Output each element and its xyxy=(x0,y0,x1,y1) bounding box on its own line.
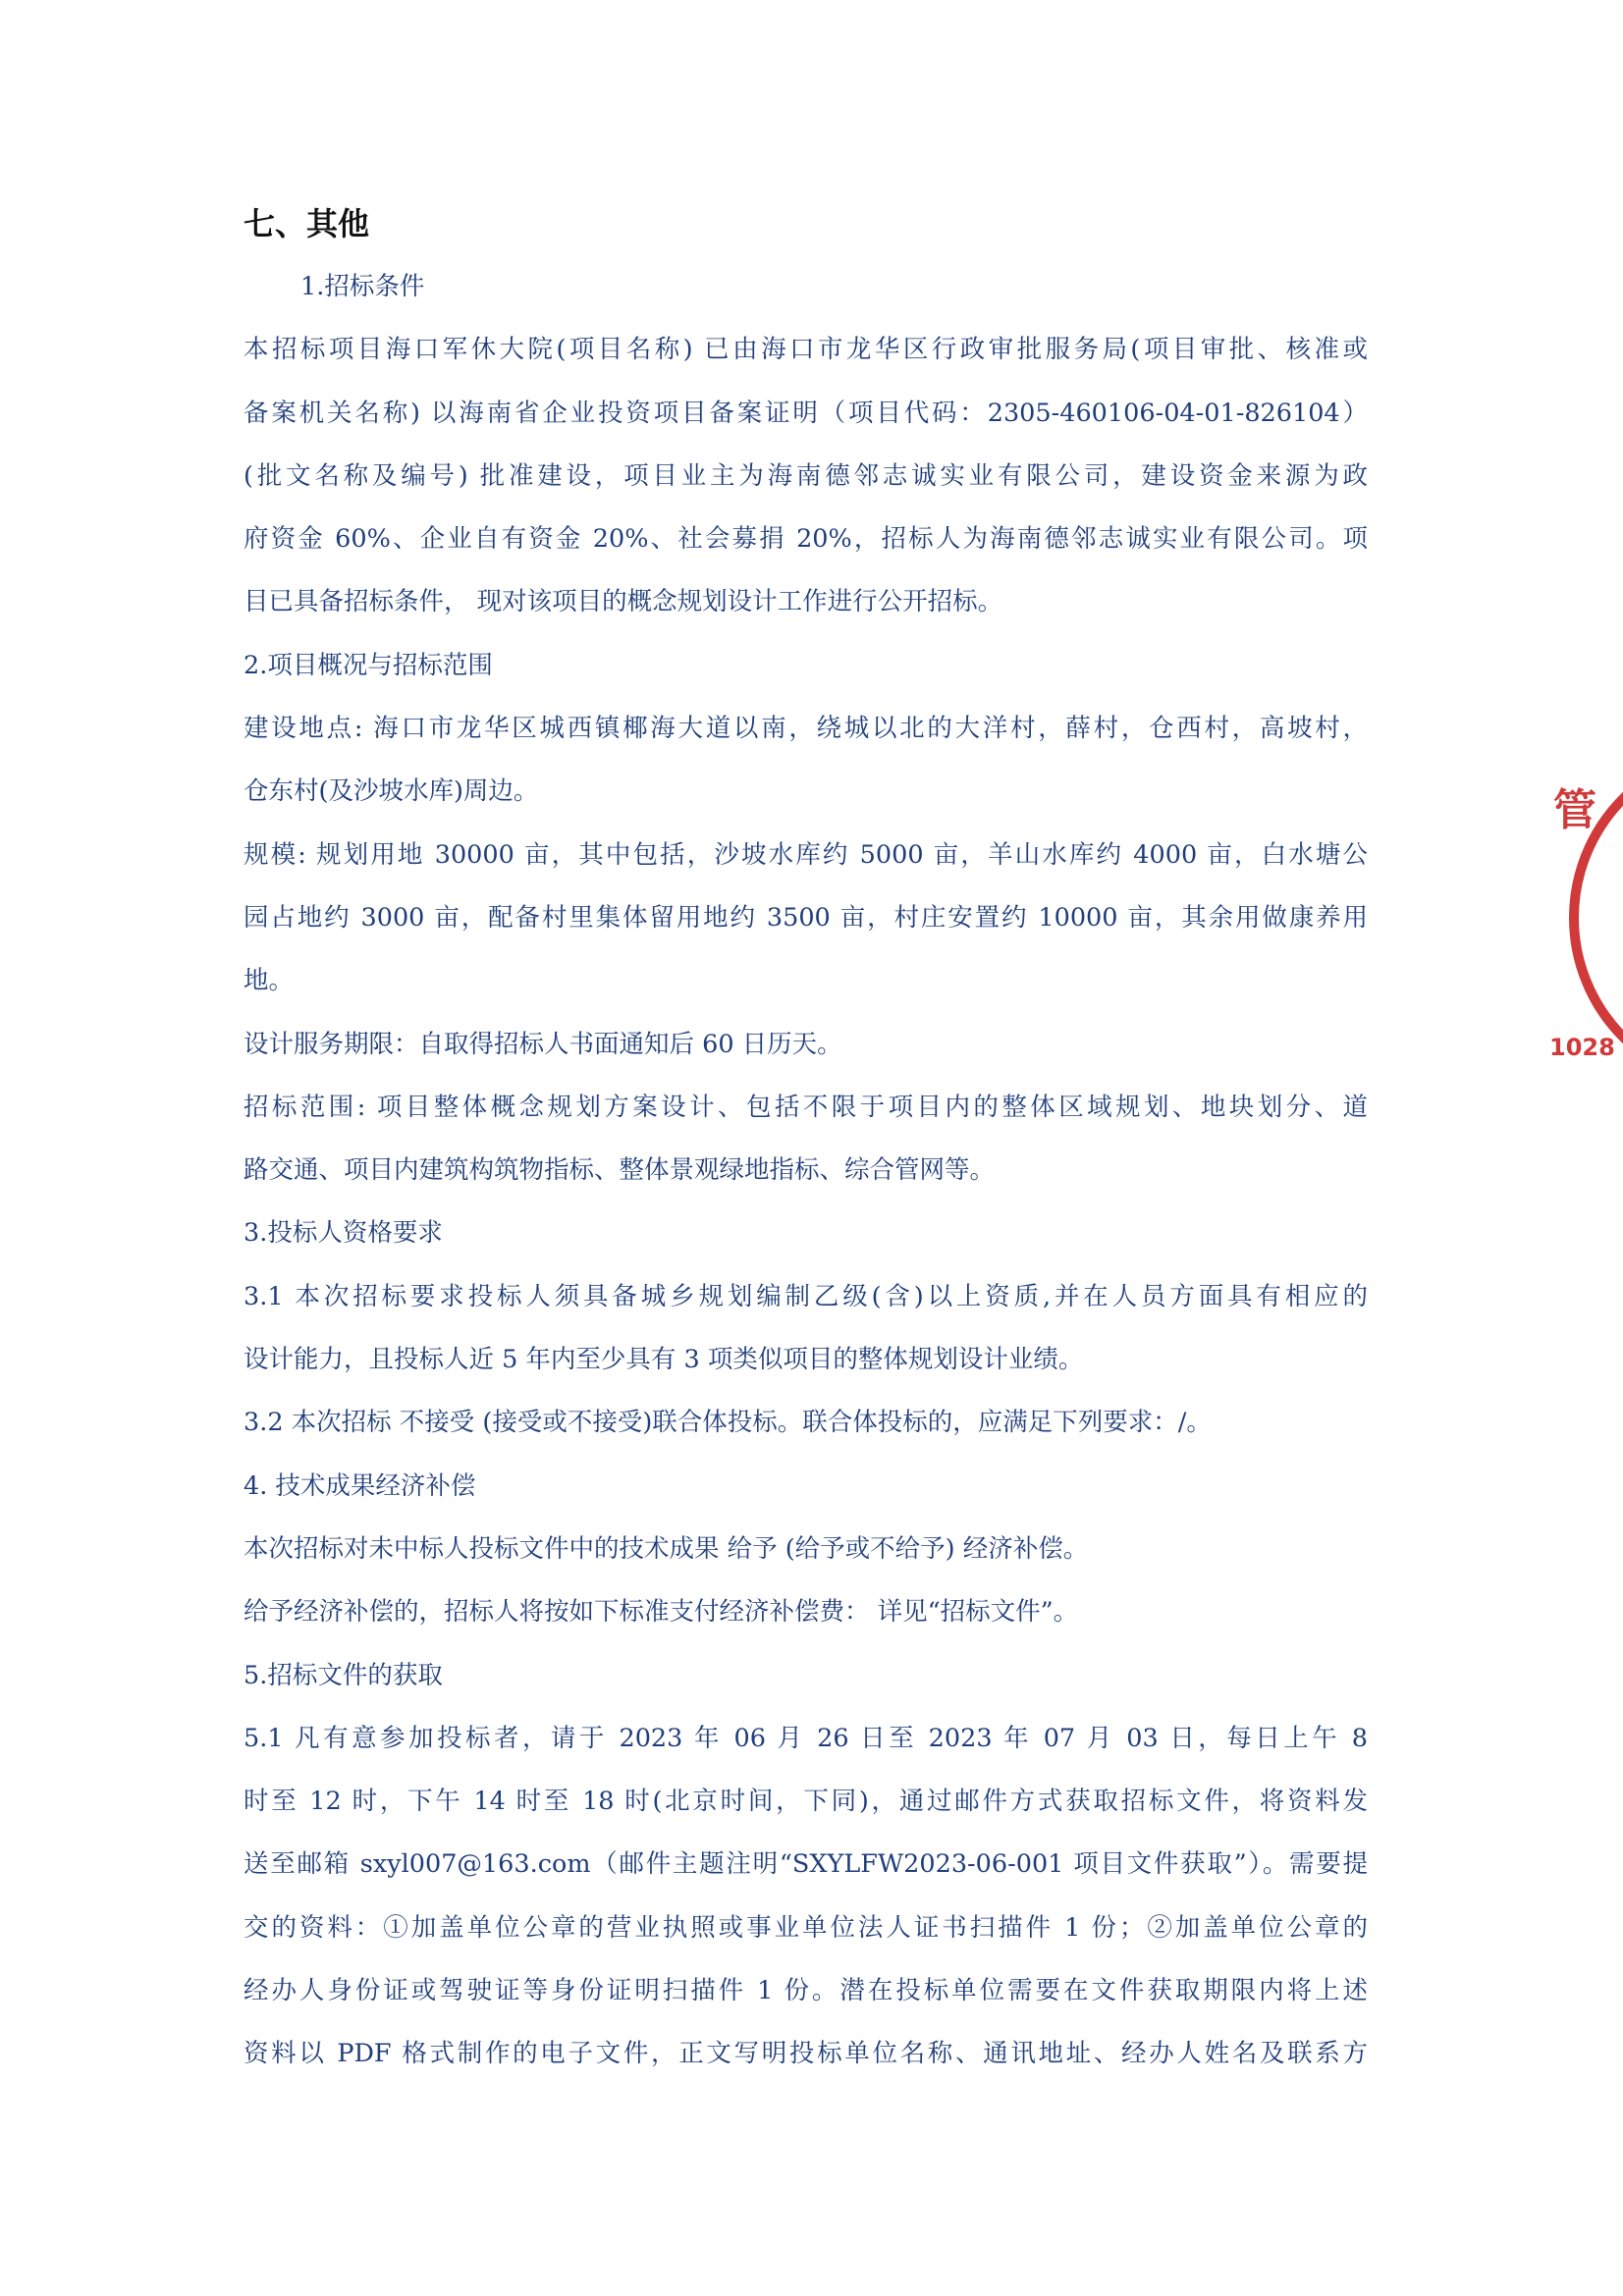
paragraph-line: 设计服务期限：自取得招标人书面通知后 60 日历天。 xyxy=(243,1029,842,1059)
subheading-compensation: 4. 技术成果经济补偿 xyxy=(243,1470,476,1501)
paragraph-line: 3.1 本次招标要求投标人须具备城乡规划编制乙级(含)以上资质,并在人员方面具有相应的 xyxy=(243,1281,1368,1311)
paragraph-line: 资料以 PDF 格式制作的电子文件，正文写明投标单位名称、通讯地址、经办人姓名及联系方 xyxy=(243,2039,1368,2069)
paragraph-line: 3.2 本次招标 不接受 (接受或不接受)联合体投标。联合体投标的，应满足下列要求：/。 xyxy=(243,1408,1212,1438)
subheading-bidder-qualification: 3.投标人资格要求 xyxy=(243,1218,443,1249)
subheading-project-overview: 2.项目概况与招标范围 xyxy=(243,650,493,680)
paragraph-line: 园占地约 3000 亩，配备村里集体留用地约 3500 亩，村庄安置约 10000 亩，其余用做康养用 xyxy=(243,902,1368,933)
paragraph-line: 送至邮箱 sxyl007@163.com（邮件主题注明“SXYLFW2023-06-001 项目文件获取”）。需要提 xyxy=(243,1849,1368,1880)
paragraph-line: 仓东村(及沙坡水库)周边。 xyxy=(243,776,539,807)
seal-text-number: 1028 xyxy=(1549,1034,1615,1061)
paragraph-line: 设计能力，且投标人近 5 年内至少具有 3 项类似项目的整体规划设计业绩。 xyxy=(243,1345,1084,1375)
paragraph-line: 时至 12 时，下午 14 时至 18 时(北京时间，下同)，通过邮件方式获取招标文件，将资料发 xyxy=(243,1787,1368,1817)
seal-text-top: 管 xyxy=(1553,785,1596,835)
paragraph-line: 府资金 60%、企业自有资金 20%、社会募捐 20%，招标人为海南德邻志诚实业有限公司。项 xyxy=(243,524,1368,555)
paragraph-line: 经办人身份证或驾驶证等身份证明扫描件 1 份。潜在投标单位需要在文件获取期限内将上述 xyxy=(243,1976,1368,2006)
paragraph-line: 备案机关名称) 以海南省企业投资项目备案证明（项目代码：2305-460106-04-01-826104） xyxy=(243,398,1368,428)
paragraph-line: 建设地点: 海口市龙华区城西镇椰海大道以南，绕城以北的大洋村，薛村，仓西村，高坡村， xyxy=(243,714,1368,744)
paragraph-line: 路交通、项目内建筑构筑物指标、整体景观绿地指标、综合管网等。 xyxy=(243,1155,996,1186)
document-body xyxy=(243,255,1368,2086)
paragraph-line: 招标范围: 项目整体概念规划方案设计、包括不限于项目内的整体区域规划、地块划分、道 xyxy=(243,1092,1368,1122)
subheading-tender-conditions: 1.招标条件 xyxy=(300,272,425,301)
paragraph-line: (批文名称及编号) 批准建设，项目业主为海南德邻志诚实业有限公司，建设资金来源为政 xyxy=(243,460,1368,491)
paragraph-line: 规模: 规划用地 30000 亩，其中包括，沙坡水库约 5000 亩，羊山水库约 4000 亩，白水塘公 xyxy=(243,839,1368,870)
seal-stamp xyxy=(1532,731,1623,1095)
subheading-obtaining-documents: 5.招标文件的获取 xyxy=(243,1660,443,1690)
paragraph-line: 交的资料：①加盖单位公章的营业执照或事业单位法人证书扫描件 1 份；②加盖单位公章的 xyxy=(243,1912,1368,1943)
paragraph-line: 目已具备招标条件， 现对该项目的概念规划设计工作进行公开招标。 xyxy=(243,587,1003,617)
paragraph-line: 本招标项目海口军休大院(项目名称) 已由海口市龙华区行政审批服务局(项目审批、核准或 xyxy=(243,335,1368,365)
paragraph-line: 本次招标对未中标人投标文件中的技术成果 给予 (给予或不给予) 经济补偿。 xyxy=(243,1533,1089,1564)
paragraph-line: 5.1 凡有意参加投标者，请于 2023 年 06 月 26 日至 2023 年 07 月 03 日，每日上午 8 xyxy=(243,1723,1368,1753)
section-heading: 七、其他 xyxy=(243,205,370,242)
paragraph-line: 给予经济补偿的，招标人将按如下标准支付经济补偿费： 详见“招标文件”。 xyxy=(243,1597,1079,1628)
paragraph-line: 地。 xyxy=(243,966,295,996)
